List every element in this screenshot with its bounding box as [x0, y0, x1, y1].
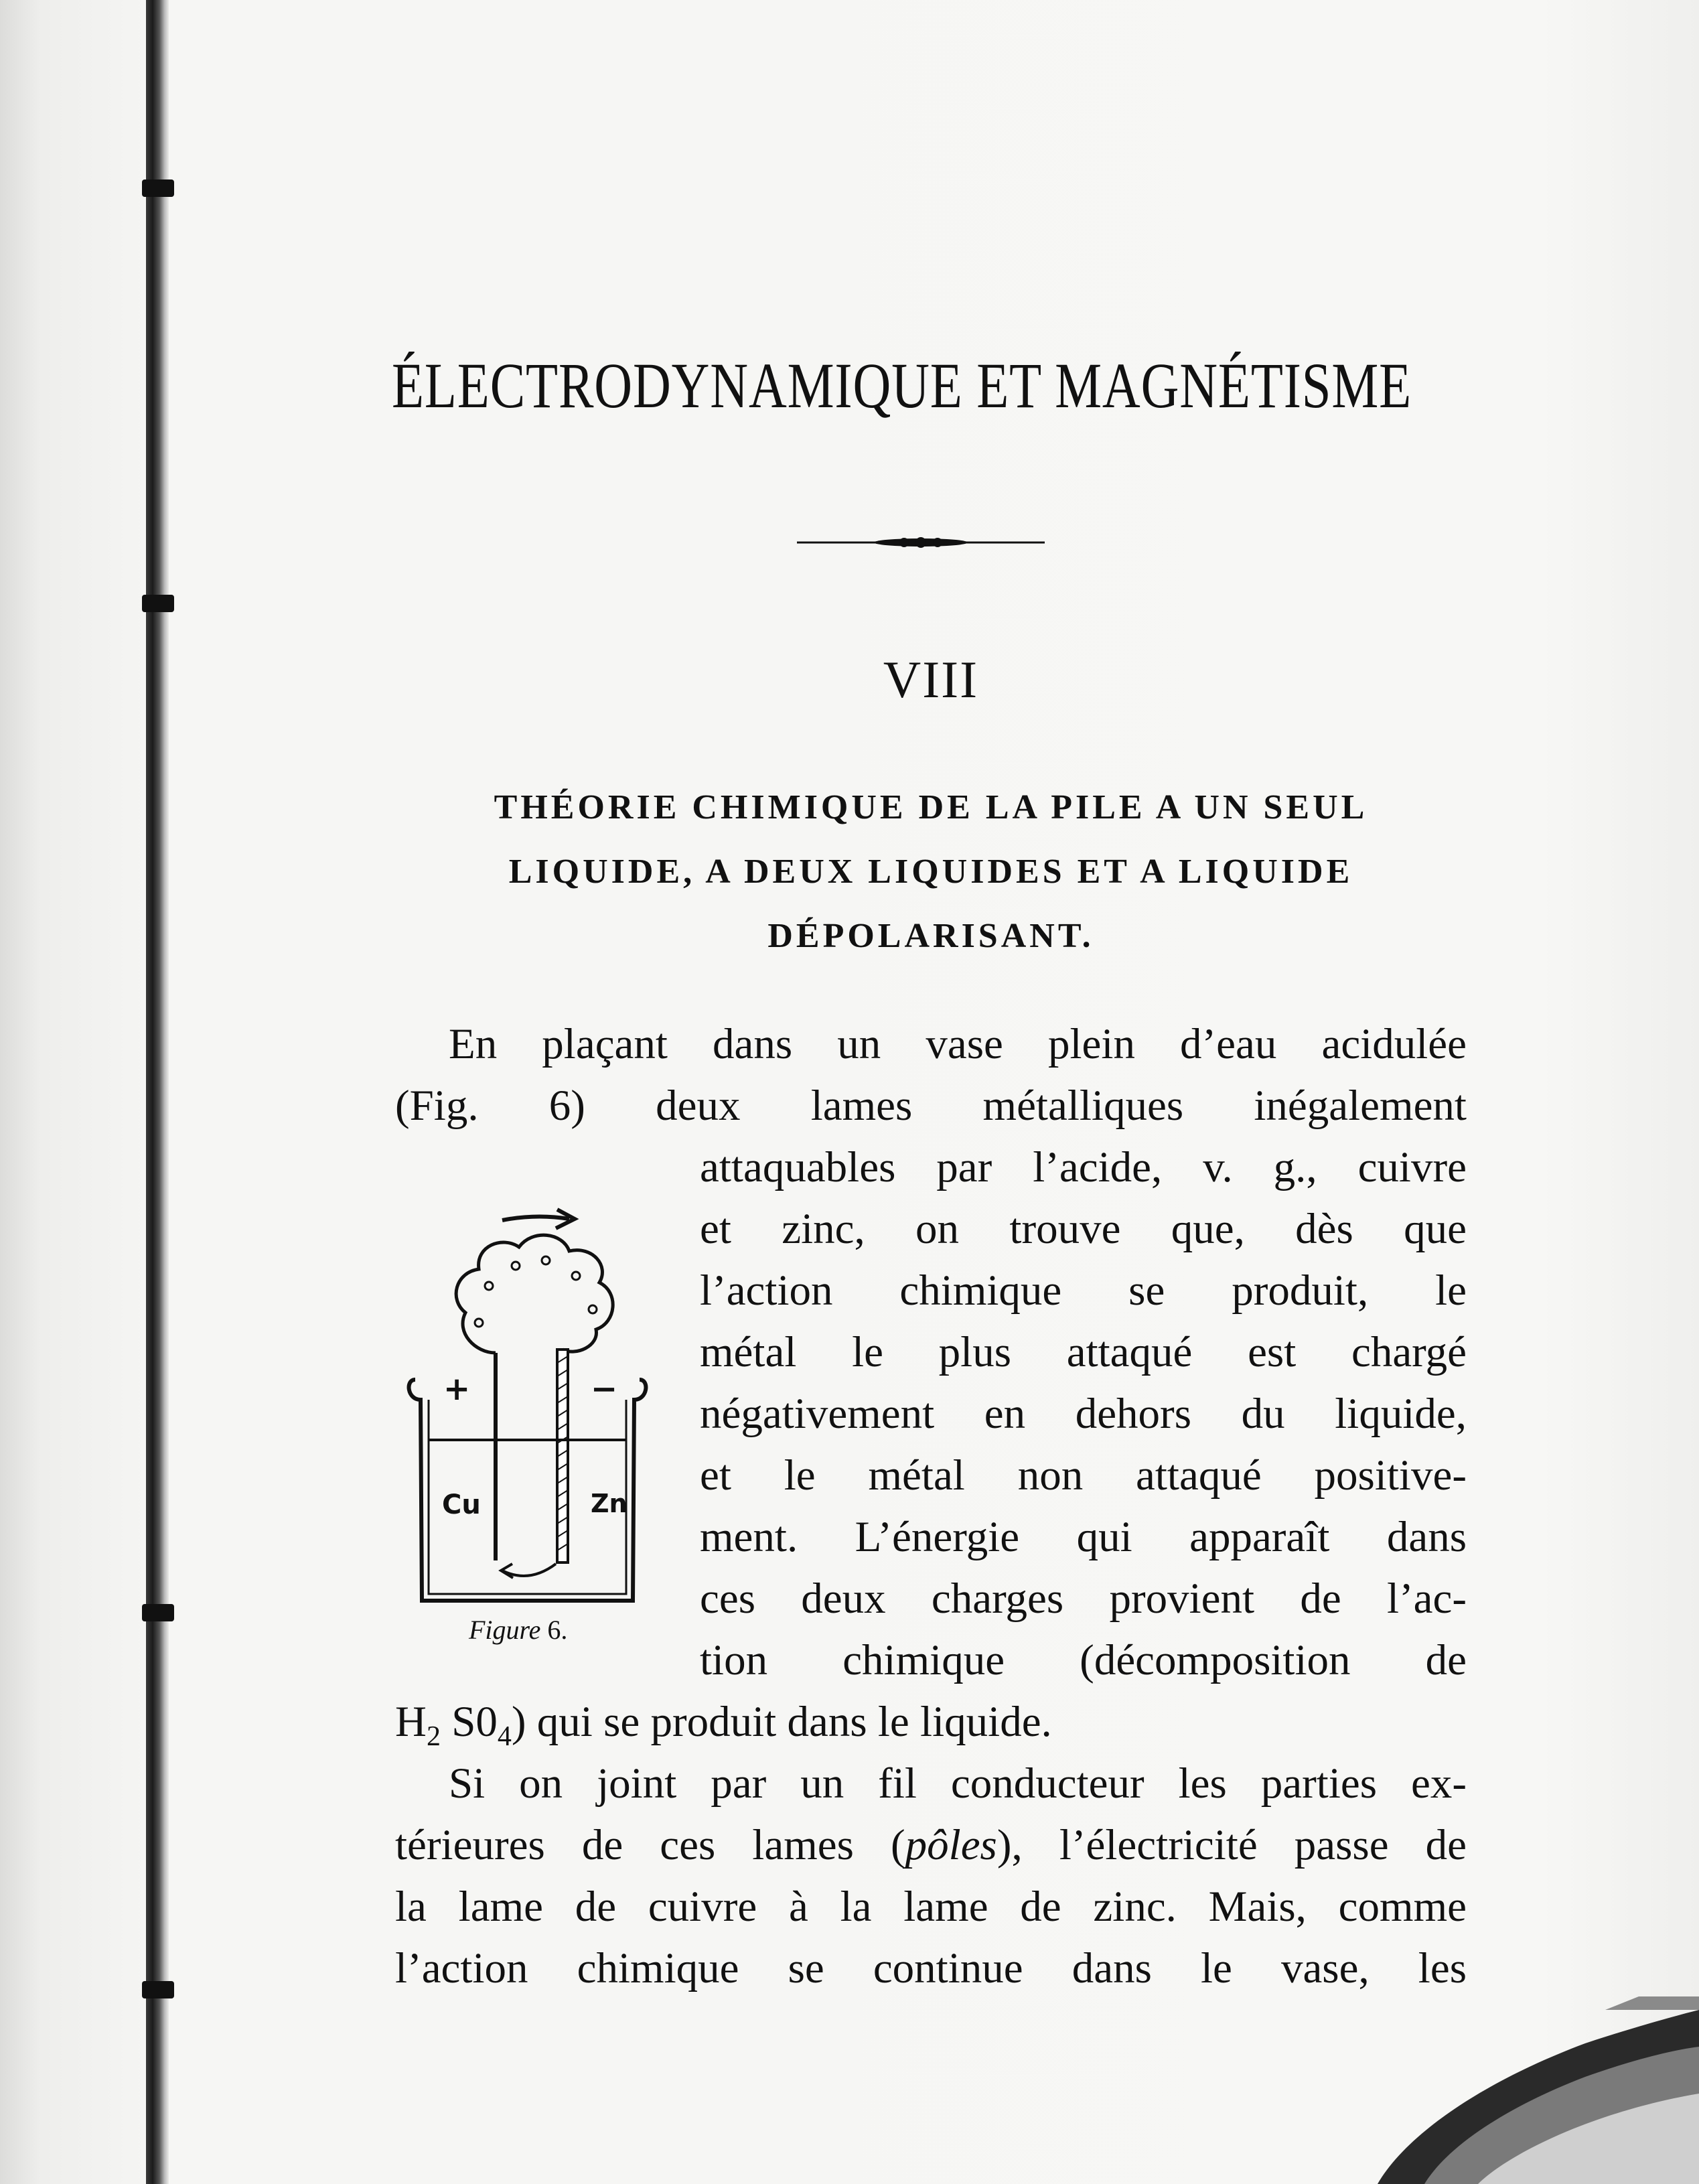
caption-word: Figure	[469, 1615, 541, 1645]
text-line-formula	[395, 1697, 1052, 1753]
formula-part: S0	[440, 1698, 498, 1746]
text-line: l’action chimique se continue dans le vase, les	[395, 1944, 1467, 1992]
text-line: (Fig. 6) deux lames métalliques inégalement	[395, 1082, 1467, 1130]
text-line: ces deux charges provient de l’ac-	[700, 1575, 1467, 1623]
binding-clip	[142, 1604, 174, 1621]
copper-label: Cu	[442, 1489, 481, 1520]
text-line: ment. L’énergie qui apparaît dans	[700, 1513, 1467, 1561]
text-line: la lame de cuivre à la lame de zinc. Mais, comme	[395, 1883, 1467, 1931]
text-line: et zinc, on trouve que, dès que	[700, 1205, 1467, 1253]
italic-term: pôles	[905, 1821, 997, 1869]
chapter-number: VIII	[883, 650, 979, 709]
formula-subscript: 4	[497, 1721, 512, 1752]
text-line: et le métal non attaqué positive-	[700, 1451, 1467, 1500]
scanner-object-shadow	[1324, 1970, 1699, 2184]
text-line: métal le plus attaqué est chargé	[700, 1328, 1467, 1376]
minus-sign: −	[591, 1370, 618, 1408]
text-line: négativement en dehors du liquide,	[700, 1390, 1467, 1438]
text-part: ) qui se produit dans le liquide.	[511, 1698, 1052, 1746]
text-line: Si on joint par un fil conducteur les parties ex-	[449, 1759, 1467, 1808]
text-line: tion chimique (décomposition de	[700, 1636, 1467, 1684]
plus-sign: +	[443, 1370, 471, 1408]
running-title: ÉLECTRODYNAMIQUE ET MAGNÉTISME	[392, 350, 1412, 421]
caption-number: 6.	[547, 1615, 568, 1645]
text-part: ), l’électricité passe de	[996, 1821, 1467, 1869]
chapter-title-line: THÉORIE CHIMIQUE DE LA PILE A UN SEUL	[494, 788, 1368, 826]
book-binding	[146, 0, 169, 2184]
text-part: térieures de ces lames (	[395, 1821, 905, 1869]
binding-clip	[142, 595, 174, 612]
binding-clip	[142, 179, 174, 197]
text-line: l’action chimique se produit, le	[700, 1266, 1467, 1315]
binding-clip	[142, 1981, 174, 1998]
formula-subscript: 2	[426, 1721, 441, 1752]
chapter-title-line: DÉPOLARISANT.	[767, 917, 1094, 955]
current-arrow	[502, 1216, 569, 1220]
text-line: En plaçant dans un vase plein d’eau acidulée	[449, 1020, 1467, 1068]
figure-caption	[469, 1614, 567, 1646]
figure-6-cell-diagram	[402, 1199, 650, 1627]
formula-part: H	[395, 1698, 427, 1746]
zinc-label: Zn	[591, 1489, 627, 1518]
conducting-wire	[456, 1235, 613, 1353]
text-line: attaquables par l’acide, v. g., cuivre	[700, 1143, 1467, 1191]
text-line-with-italic	[395, 1820, 1467, 1871]
chapter-title-line: LIQUIDE, A DEUX LIQUIDES ET A LIQUIDE	[508, 853, 1353, 891]
chapter-title	[415, 776, 1447, 968]
title-ornament	[797, 529, 1045, 556]
